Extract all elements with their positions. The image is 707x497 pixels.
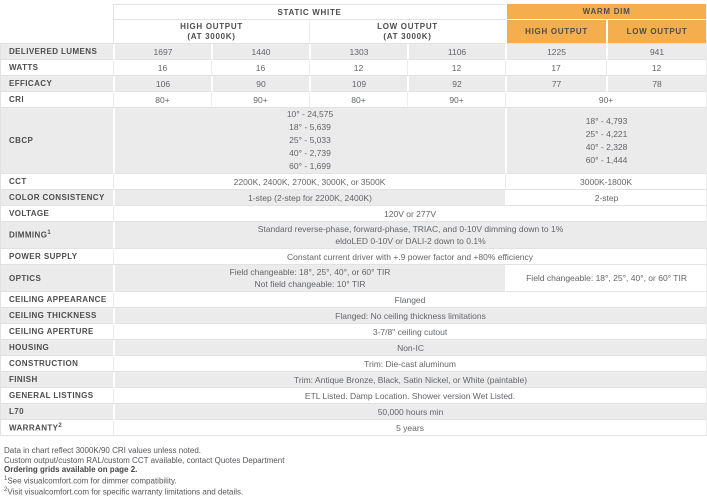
- header-row-outputs: [0, 20, 707, 44]
- footnote-text: See visualcomfort.com for dimmer compatibility.: [7, 476, 177, 486]
- cbcp-line: 40° - 2,328: [585, 141, 628, 152]
- cell-value: Flanged: No ceiling thickness limitations: [113, 308, 707, 324]
- row-cct: [0, 174, 707, 190]
- warm-dim-high-output-header: HIGH OUTPUT: [505, 20, 606, 44]
- spec-table: [0, 4, 707, 436]
- footnotes: [0, 436, 707, 497]
- row-warranty: [0, 420, 707, 436]
- cell-value: 5 years: [113, 420, 707, 436]
- footnote: [4, 446, 707, 456]
- row-delivered-lumens: [0, 44, 707, 60]
- cell-value: 120V or 277V: [113, 206, 707, 222]
- cell-value: 77: [505, 76, 606, 92]
- cell-value: 12: [309, 60, 407, 76]
- cell-static-value: 2200K, 2400K, 2700K, 3000K, or 3500K: [113, 174, 505, 190]
- cell-value: 1106: [407, 44, 505, 60]
- cell-static-value: 1-step (2-step for 2200K, 2400K): [113, 190, 505, 206]
- dimming-line: Standard reverse-phase, forward-phase, TRIAC, and 0-10V dimming down to 1%: [257, 223, 564, 234]
- row-finish: [0, 372, 707, 388]
- row-label: DELIVERED LUMENS: [0, 44, 113, 60]
- row-general-listings: [0, 388, 707, 404]
- row-watts: [0, 60, 707, 76]
- row-label: [0, 222, 113, 249]
- row-label: CBCP: [0, 108, 113, 174]
- cbcp-line: 40° - 2,739: [289, 148, 331, 158]
- row-ceiling-thickness: [0, 308, 707, 324]
- row-voltage: [0, 206, 707, 222]
- row-dimming: [0, 222, 707, 249]
- static-high-output-line1: HIGH OUTPUT: [180, 21, 243, 31]
- static-low-output-header: [309, 20, 505, 44]
- footnote-marker: 2: [58, 422, 63, 429]
- cell-value: 3-7/8" ceiling cutout: [113, 324, 707, 340]
- cell-value: 90+: [407, 92, 505, 108]
- row-label: CRI: [0, 92, 113, 108]
- row-label: VOLTAGE: [0, 206, 113, 222]
- cell-warm-dim-value: 3000K-1800K: [505, 174, 707, 190]
- cell-value: 16: [113, 60, 211, 76]
- cell-value: 1225: [505, 44, 606, 60]
- row-ceiling-aperture: [0, 324, 707, 340]
- cell-static-value: [113, 265, 505, 292]
- cell-value: Trim: Die-cast aluminum: [113, 356, 707, 372]
- footnote-text: Ordering grids available on page 2.: [4, 465, 138, 475]
- warm-dim-low-output-header: LOW OUTPUT: [606, 20, 707, 44]
- row-label: L70: [0, 404, 113, 420]
- cell-value: 12: [407, 60, 505, 76]
- row-label: FINISH: [0, 372, 113, 388]
- cell-value: 1303: [309, 44, 407, 60]
- cell-value: 78: [606, 76, 707, 92]
- cell-warm-dim-value: 90+: [505, 92, 707, 108]
- cell-value: 80+: [113, 92, 211, 108]
- row-cbcp: [0, 108, 707, 174]
- cbcp-line: 18° - 5,639: [289, 122, 331, 132]
- row-ceiling-appearance: [0, 292, 707, 308]
- footnote-marker: 1: [4, 475, 8, 482]
- row-optics: [0, 265, 707, 292]
- corner-cell-2: [0, 20, 113, 44]
- cell-warm-dim-value: 2-step: [505, 190, 707, 206]
- row-label: CCT: [0, 174, 113, 190]
- cell-value: 106: [113, 76, 211, 92]
- row-construction: [0, 356, 707, 372]
- row-color-consistency: [0, 190, 707, 206]
- row-label: CEILING THICKNESS: [0, 308, 113, 324]
- row-label: CEILING APPEARANCE: [0, 292, 113, 308]
- cell-value: 1440: [211, 44, 309, 60]
- footnote: [4, 456, 707, 466]
- row-label: OPTICS: [0, 265, 113, 292]
- row-label: CEILING APERTURE: [0, 324, 113, 340]
- cbcp-line: 60° - 1,699: [289, 161, 331, 171]
- cell-value: 12: [606, 60, 707, 76]
- cell-value: Flanged: [113, 292, 707, 308]
- static-high-output-header: [113, 20, 309, 44]
- cell-value: 80+: [309, 92, 407, 108]
- row-label: CONSTRUCTION: [0, 356, 113, 372]
- cell-warm-dim-value: Field changeable: 18°, 25°, 40°, or 60° TIR: [505, 265, 707, 292]
- cell-value: Trim: Antique Bronze, Black, Satin Nickel, or White (paintable): [113, 372, 707, 388]
- cbcp-line: 18° - 4,793: [585, 115, 628, 126]
- footnote-text: Data in chart reflect 3000K/90 CRI values unless noted.: [4, 446, 201, 455]
- cbcp-line: 25° - 5,033: [289, 135, 331, 145]
- static-high-output-line2: (AT 3000K): [187, 31, 236, 41]
- footnote: [4, 475, 707, 486]
- footnote: [4, 486, 707, 497]
- row-label: WATTS: [0, 60, 113, 76]
- cbcp-line: 25° - 4,221: [585, 128, 628, 139]
- row-efficacy: [0, 76, 707, 92]
- cell-value: 50,000 hours min: [113, 404, 707, 420]
- footnote-text: Visit visualcomfort.com for specific warranty limitations and details.: [7, 487, 244, 497]
- row-housing: [0, 340, 707, 356]
- row-label: POWER SUPPLY: [0, 249, 113, 265]
- cell-value: [113, 222, 707, 249]
- cell-value: 941: [606, 44, 707, 60]
- cbcp-line: 60° - 1,444: [585, 154, 628, 165]
- row-label: HOUSING: [0, 340, 113, 356]
- row-label-text: WARRANTY: [9, 423, 59, 433]
- cell-value: Non-IC: [113, 340, 707, 356]
- row-cri: [0, 92, 707, 108]
- footnote-marker: 1: [47, 230, 52, 237]
- static-low-output-line2: (AT 3000K): [383, 31, 432, 41]
- cell-value: 17: [505, 60, 606, 76]
- optics-line: Field changeable: 18°, 25°, 40°, or 60° TIR: [229, 266, 391, 277]
- row-power-supply: [0, 249, 707, 265]
- cell-warm-dim-value: [505, 108, 707, 174]
- dimming-line: eldoLED 0-10V or DALI-2 down to 0.1%: [335, 236, 486, 246]
- footnote-bold: [4, 465, 707, 475]
- cell-value: 90: [211, 76, 309, 92]
- row-label: COLOR CONSISTENCY: [0, 190, 113, 206]
- cell-value: 92: [407, 76, 505, 92]
- cbcp-line: 10° - 24,575: [286, 109, 334, 119]
- header-row-groups: [0, 4, 707, 20]
- warm-dim-group-header: WARM DIM: [505, 4, 707, 20]
- footnote-marker: 2: [4, 487, 8, 494]
- static-white-group-header: STATIC WHITE: [113, 4, 505, 20]
- row-l70: [0, 404, 707, 420]
- cell-value: 109: [309, 76, 407, 92]
- row-label: [0, 420, 113, 436]
- cell-static-value: [113, 108, 505, 174]
- footnote-text: Custom output/custom RAL/custom CCT available, contact Quotes Department: [4, 455, 285, 465]
- cell-value: ETL Listed. Damp Location. Shower version Wet Listed.: [113, 388, 707, 404]
- optics-line: Not field changeable: 10° TIR: [254, 279, 366, 289]
- row-label: EFFICACY: [0, 76, 113, 92]
- corner-cell: [0, 4, 113, 20]
- cell-value: 90+: [211, 92, 309, 108]
- row-label-text: DIMMING: [9, 230, 48, 240]
- row-label: GENERAL LISTINGS: [0, 388, 113, 404]
- cell-value: 16: [211, 60, 309, 76]
- cell-value: Constant current driver with +.9 power factor and +80% efficiency: [113, 249, 707, 265]
- cell-value: 1697: [113, 44, 211, 60]
- static-low-output-line1: LOW OUTPUT: [377, 21, 438, 31]
